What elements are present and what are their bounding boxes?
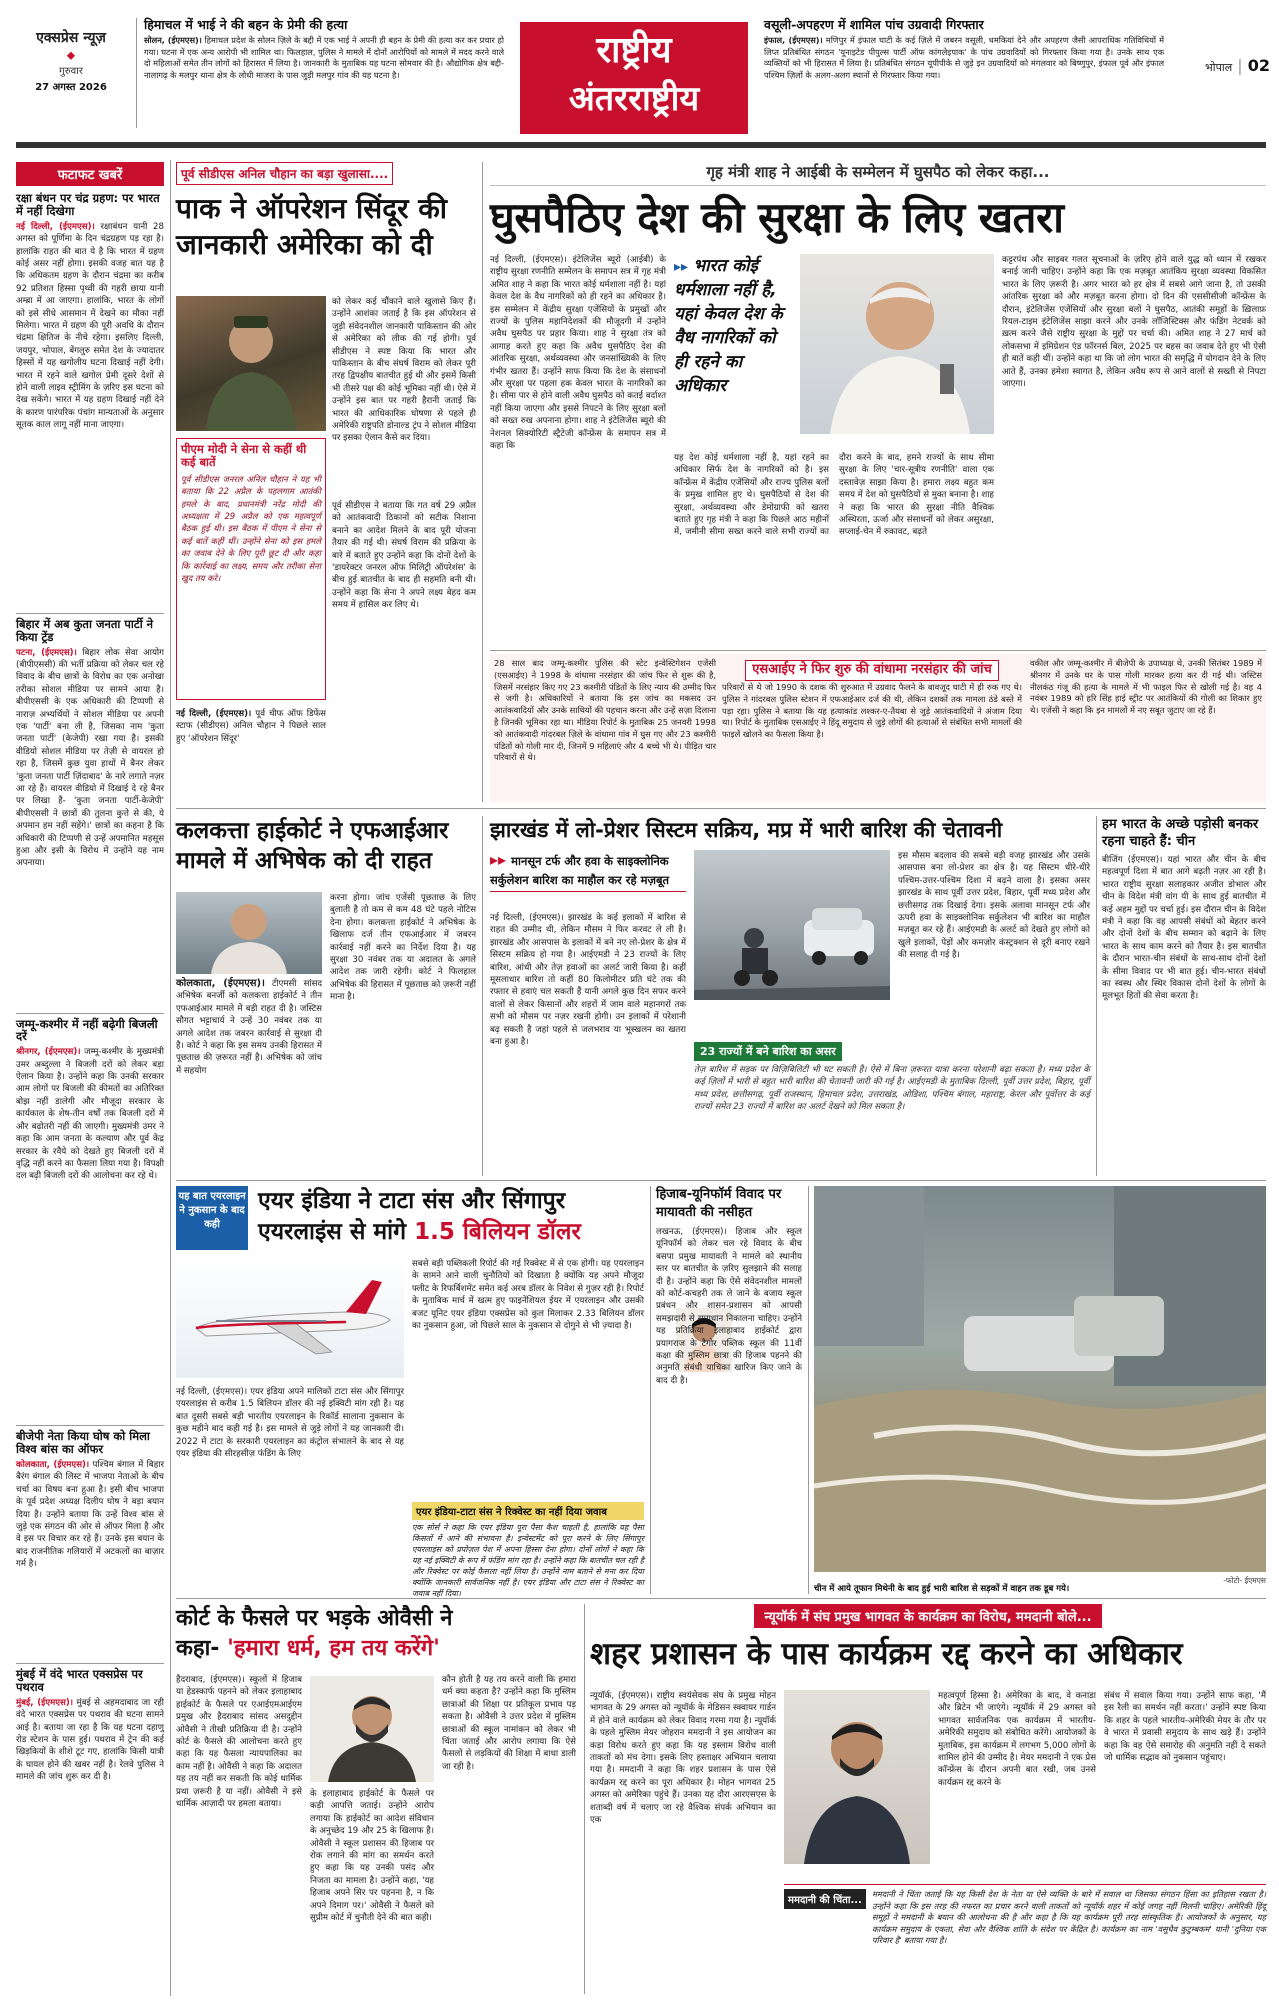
person-icon (800, 254, 994, 434)
owaisi-headline-line1: कोर्ट के फैसले पर भड़के ओवैसी ने (176, 1606, 453, 1631)
rain-headline: झारखंड में लो-प्रेशर सिस्टम सक्रिय, मप्र में भारी बारिश की चेतावनी (490, 818, 1003, 842)
rain-photo (694, 850, 890, 1000)
owaisi-body-mid: के इलाहाबाद हाईकोर्ट के फैसले पर कड़ी आपत्ति जताई। उन्होंने आरोप लगाया कि हाईकोर्ट का आदेश संविधान के अनुच्छेद 19 और 25 के खिलाफ है। ओवैसी ने स्कूल प्रशासन की हिजाब पर रोक लगाने की मांग का समर्थन करते हुए कहा कि यह उनकी पसंद और निजता का मामला है। उन्होंने कहा, 'यह हिजाब अपने सिर पर पहनना है, न कि अपने दिमाग पर।' ओवैसी ने फैसले को सुप्रीम कोर्ट में चुनौती देने की बात कही। (310, 1789, 434, 1924)
ny-kicker-row (590, 1604, 1266, 1628)
airindia-box-title: एयर इंडिया-टाटा संस ने रिक्वेस्ट का नहीं दिया जवाब (412, 1502, 644, 1520)
vandhama-mid: परिवारों से थे जो 1990 के दशक की शुरुआत में उग्रवाद फैलने के बावजूद घाटी में ही रुक गए थे। पुलिस ने गांदरबल पुलिस स्टेशन में एफआईआर दर्ज की थी, लेकिन दशकों तक मामला ठंडे बस्ते में पड़ा रहा। पुलिस ने बताया कि यह हत्याकांड लश्कर-ए-तैयबा से जुड़े आतंकवादियों ने अंजाम दिया था। रिपोर्ट के मुताबिक एसआईए ने हिंदू समुदाय से जुड़े लोगों की हत्याओं से संबंधित सभी मामलों की फाइलें खोलने का फैसला किया है। (722, 682, 1022, 740)
airindia-headline (258, 1186, 644, 1248)
chauhan-body-1: को लेकर कई चौंकाने वाले खुलासे किए हैं। उन्होंने आशंका जताई है कि इस ऑपरेशन से जुड़ी संवेदनशील जानकारी पाकिस्तान की ओर से अमेरिका को लीक की गई होगी। पूर्व सीडीएस ने स्पष्ट किया कि भारत और पाकिस्तान के बीच संघर्ष विराम को लेकर पूरी तरह द्विपक्षीय बातचीत हुई थी और इसमें किसी भी तीसरे पक्ष की कोई भूमिका नहीं थी। ऐसे में उन्होंने इस बात पर गहरी हैरानी जताई कि भारत की आधिकारिक घोषणा से पहले ही अमेरिकी राष्ट्रपति डोनाल्ड ट्रंप ने सोशल मीडिया पर इसका ऐलान कैसे कर दिया। (332, 297, 476, 444)
arrow-icon: ▸▸ (490, 850, 507, 869)
ny-box (784, 1884, 1266, 1992)
story-vandhama (490, 654, 1266, 802)
shah-kicker: गृह मंत्री शाह ने आईबी के सम्मेलन में घुसपैठ को लेकर कहा... (706, 163, 1050, 181)
airindia-tag: यह बात एयरलाइन ने नुकसान के बाद कही (176, 1186, 248, 1250)
chauhan-body-2: पूर्व सीडीएस ने बताया कि गत वर्ष 29 अप्रैल को आतंकवादी ठिकानों को सटीक निशाना बनाने का आदेश मिलने के बाद पूरी योजना तैयार की गई थी। संघर्ष विराम की प्रक्रिया के बारे में बताते हुए उन्होंने कहा कि दोनों देशों के 'डायरेक्टर जनरल ऑफ मिलिट्री ऑपरेशंस' के बीच हुई बातचीत के बाद ही सहमति बनी थी। उन्होंने कहा कि सेना ने अपने लक्ष्य बेहद कम समय में हासिल कर लिए थे। (332, 501, 476, 611)
hc-photo (176, 892, 322, 974)
left-news-item (16, 192, 164, 609)
flood-caption: चीन में आये तूफान मिथेनी के बाद हुई भारी बारिश से सड़कों में वाहन तक डूब गये। (814, 1584, 1070, 1594)
ny-headline: शहर प्रशासन के पास कार्यक्रम रद्द करने का अधिकार (590, 1636, 1183, 1672)
chauhan-headline: पाक ने ऑपरेशन सिंदूर की जानकारी अमेरिका को दी (176, 192, 448, 261)
airindia-headline-line1: एयर इंडिया ने टाटा संस और सिंगापुर (258, 1188, 566, 1214)
city-label: भोपाल (1205, 61, 1233, 74)
story-owaisi (176, 1604, 576, 1994)
hc-headline: कलकत्ता हाईकोर्ट ने एफआईआर मामले में अभिषेक को दी राहत (176, 818, 449, 874)
left-item-body: श्रीनगर, (ईएमएस)। जम्मू-कश्मीर के मुख्यमंत्री उमर अब्दुल्ला ने बिजली दरों को लेकर बड़ा ऐलान किया है। उन्होंने कहा कि उनकी सरकार आम लोगों पर बिजली की कीमतों का अतिरिक्त बोझ नहीं डालेगी और मौजूदा सरकार के कार्यकाल के शेष-तीन वर्षों तक बिजली दरों में और बढ़ोतरी नहीं की जाएगी। मुख्यमंत्री उमर ने कहा कि आम जनता के कल्याण और पूर्व केंद्र सरकार के रवैये को देखते हुए बिजली दरों में वृद्धि नहीं करने का फैसला लिया गया है। विपक्षी दल बढ़ी बिजली दरों की आलोचना कर रहे थे। (16, 1047, 164, 1182)
owaisi-photo (310, 1676, 434, 1782)
mamdani-photo (784, 1690, 930, 1864)
shah-photo (800, 254, 994, 434)
airindia-photo (176, 1258, 404, 1378)
owaisi-body-left: हैदराबाद, (ईएमएस)। स्कूलों में हिजाब या हेडस्कार्फ पहनने को लेकर इलाहाबाद हाईकोर्ट के फैसले पर एआईएमआईएम प्रमुख और हैदराबाद सांसद असदुद्दीन ओवैसी ने तीखी प्रतिक्रिया दी है। उन्होंने कोर्ट के फैसले की आलोचना करते हुए कहा कि यह फैसला न्यायपालिका का काम नहीं है। ओवैसी ने कहा कि अदालत यह तय नहीं कर सकती कि कोई धार्मिक प्रथा ज़रूरी है या नहीं। ओवैसी ने इसे धार्मिक आज़ादी पर हमला बताया। (176, 1675, 302, 1810)
section-international: अंतरराष्ट्रीय (568, 79, 700, 119)
chauhan-photo (176, 296, 326, 431)
date-label: 27 अगस्त 2026 (35, 82, 107, 93)
person-icon (176, 296, 326, 431)
hc-body-1: कोलकाता, (ईएमएस)। टीएमसी सांसद अभिषेक बनर्जी को कलकत्ता हाईकोर्ट ने तीन एफआईआर मामले में बड़ी राहत दी है। जस्टिस सौगत भट्टाचार्य ने उन्हें 30 नवंबर तक या अगले आदेश तक जबरन कार्रवाई से सुरक्षा दी है। कोर्ट ने कहा कि इस समय उनकी हिरासत में पूछताछ की ज़रूरत नहीं है। अभिषेक को जांच में सहयोग (176, 978, 323, 1076)
left-news-item (16, 1668, 164, 1877)
day-label: गुरुवार (59, 66, 83, 77)
left-item-title: बीजेपी नेता किया घोष को मिला विश्व बांस का ऑफर (16, 1429, 150, 1457)
chauhan-caption: नई दिल्ली, (ईएमएस)। पूर्व चीफ ऑफ डिफेंस स्टाफ (सीडीएस) अनिल चौहान ने पिछले साल हुए 'ऑपरेशन सिंदूर' (176, 709, 326, 744)
rain-alert-body: तेज़ बारिश में सड़क पर विज़िबिलिटी भी घट सकती है। ऐसे में बिना ज़रूरत यात्रा करना परेशानी बढ़ा सकता है। मध्य प्रदेश के कई ज़िलों में भारी से बहुत भारी बारिश की चेतावनी जारी की गई है। आईएमडी के मुताबिक दिल्ली, पूर्वी उत्तर प्रदेश, बिहार, पूर्वी मध्य प्रदेश, छत्तीसगढ़, पूर्वी राजस्थान, हिमाचल प्रदेश, उत्तराखंड, ओडिशा, पश्चिम बंगाल, महाराष्ट्र, केरल और पूर्वोत्तर के कई राज्यों समेत 23 राज्यों में बारिश का अलर्ट देखने को मिल सकता है। (694, 1065, 1090, 1113)
chauhan-kicker: पूर्व सीडीएस अनिल चौहान का बड़ा खुलासा.... (176, 162, 393, 185)
ny-body-mid: महत्वपूर्ण हिस्सा है। अमेरिका के बाद, वे कनाडा और ब्रिटेन भी जाएंगे। न्यूयॉर्क में 29 अगस्त को भागवत सार्वजनिक एक कार्यक्रम में भारतीय-अमेरिकी समुदाय को संबोधित करेंगे। आयोजकों के मुताबिक, इस कार्यक्रम में लगभग 5,000 लोगों के शामिल होने की उम्मीद है। मेयर ममदानी ने एक प्रेस कॉन्फ्रेंस के दौरान अपनी बात रखी, जब उनसे कार्यक्रम रद्द करने के (938, 1691, 1096, 1788)
vandhama-headline: एसआईए ने फिर शुरु की वांधामा नरसंहार की जांच (745, 660, 999, 681)
owaisi-body-right: कौन होती है यह तय करने वाली कि हमारा धर्म क्या कहता है? उन्होंने कहा कि मुस्लिम छात्राओं की शिक्षा पर प्रतिकूल प्रभाव पड़ सकता है। ओवैसी ने उत्तर प्रदेश में मुस्लिम छात्राओं की स्कूल नामांकन को लेकर भी चिंता जताई और आरोप लगाया कि ऐसे फैसलों से लड़कियों की शिक्षा में बाधा डाली जा रही है। (442, 1675, 576, 1772)
story-flood (814, 1186, 1266, 1594)
left-news-item (16, 1018, 164, 1422)
hc-body-2: करना होगा। जांच एजेंसी पूछताछ के लिए बुलाती है तो कम से कम 48 घंटे पहले नोटिस देना होगा। कलकत्ता हाईकोर्ट ने अभिषेक के खिलाफ दर्ज तीन एफआईआर में जबरन कार्रवाई नहीं करने का निर्देश दिया है। यह सुरक्षा 30 नवंबर तक या अदालत के अगले आदेश तक जारी रहेगी। कोर्ट ने फिलहाल अभिषेक की हिरासत में पूछताछ को ज़रूरी नहीं माना है। (330, 893, 476, 1003)
story-china (1102, 816, 1266, 1176)
left-brief-title: हिमाचल में भाई ने की बहन के प्रेमी की हत्या (144, 17, 348, 32)
story-hijab (656, 1186, 802, 1594)
story-hc (176, 816, 476, 1176)
ny-box-body: ममदानी ने चिंता जताई कि यह किसी देश के नेता या ऐसे व्यक्ति के बारे में सवाल था जिसका संगठन हिंसा का इतिहास रखता है। उन्होंने कहा कि इस तरह की नफरत का प्रचार करने वाली ताकतों को न्यूयॉर्क शहर में कोई जगह नहीं मिलनी चाहिए। अमेरिकी हिंदू समूहों ने ममदानी के बयान की आलोचना की है और कहा है कि यह कार्यक्रम पूरी तरह सांस्कृतिक है। आयोजकों के अनुसार, यह कार्यक्रम समुदाय के एकता, सेवा और वैश्विक शांति के संदेश पर केंद्रित है। कार्यक्रम का नाम 'वसुधैव कुटुम्बकम' यानी 'दुनिया एक परिवार है' बताया गया है। (872, 1889, 1266, 1946)
masthead (0, 0, 1279, 150)
vandhama-headline-box (722, 658, 1022, 681)
left-item-title: बिहार में अब कुता जनता पार्टी ने किया ट्रेंड (16, 616, 154, 644)
person-icon (784, 1690, 930, 1864)
left-item-body: कोलकाता, (ईएमएस)। पश्चिम बंगाल में बिहार बैरंग बंगाल की लिस्ट में भाजपा नेताओं के बीच चर्चा का विषय बना हुआ है। इसी बीच भाजपा के पूर्व प्रदेश अध्यक्ष दिलीप घोष ने बड़ा बयान दिया है। उन्होंने बताया कि उन्हें विश्व बांस से जुड़े एक संगठन की ओर से ऑफर मिला है और वे इस पर विचार कर रहे हैं। उनके इस बयान के बाद राजनीतिक गलियारों में अटकलों का बाज़ार गर्म है। (16, 1460, 164, 1570)
paper-title: एक्सप्रेस न्यूज़ (36, 30, 106, 46)
shah-headline: घुसपैठिए देश की सुरक्षा के लिए खतरा (490, 193, 1064, 242)
rain-body-right: इस मौसम बदलाव की सबसे बड़ी वजह झारखंड और उसके आसपास बना लो-प्रेशर का क्षेत्र है। यह सिस्टम धीरे-धीरे पश्चिम-उत्तर-पश्चिम दिशा में बढ़ने वाला है। इसका असर झारखंड के साथ पूर्वी उत्तर प्रदेश, बिहार, पूर्वी मध्य प्रदेश और छत्तीसगढ़ तक दिखाई देगा। इसके अलावा मानसून टर्फ और ऊपरी हवा के साइक्लोनिक सर्कुलेशन भी बारिश का माहौल मज़बूत कर रहे हैं। आईएमडी के अलर्ट को देखते हुए लोगों को खुले इलाकों, पेड़ों और कमज़ोर कंस्ट्रक्शन से दूरी बनाए रखने की सलाह दी गई है। (898, 851, 1090, 961)
airindia-box-body: एक सोर्स ने कहा कि एयर इंडिया पूरा पैसा कैश चाहती है, हालांकि यह पैसा किसतों में आने की संभावना है। इन्वेस्टमेंट को पूरा करने के लिए सिंगापुर एयरलाइंस को प्रपोज़ल पेश में अपना हिस्सा देना होगा। दोनों लोगों ने कहा कि यह नई इक्विटी के रूप में फंडिंग मांग रहा है। उन्होंने कहा कि बातचीत चल रही है और रिक्वेस्ट पर कोई फैसला नहीं लिया है। उन्होंने नाम बताने से मना कर दिया क्योंकि जानकारी सार्वजनिक नहीं है। एयर इंडिया और टाटा संस ने रिक्वेस्ट का जवाब नहीं दिया। (412, 1523, 644, 1598)
flood-caption-row (814, 1576, 1266, 1595)
left-column (16, 162, 164, 1992)
section-national: राष्ट्रीय (596, 30, 672, 71)
vandhama-right: वकील और जम्मू-कश्मीर में बीजेपी के उपाध्यक्ष थे, उनकी सितंबर 1989 में श्रीनगर में उनके घर के पास गोली मारकर हत्या कर दी गई थी। जस्टिस नीलकंठ गंजू की हत्या के मामले में भी फाइल फिर से खोली गई है। वह 4 नवंबर 1989 को हरि सिंह हाई स्ट्रीट पर आतंकियों की गोली का शिकार हुए थे। एजेंसी ने कहा कि इन मामलों में नए सबूत जुटाए जा रहे हैं। (1030, 658, 1262, 716)
airplane-icon (176, 1258, 404, 1378)
airindia-box (412, 1502, 644, 1598)
story-airindia (176, 1186, 644, 1598)
page-number: 02 (1247, 56, 1270, 75)
left-item-title: जम्मू-कश्मीर में नहीं बढ़ेगी बिजली दरें (16, 1016, 158, 1044)
story-rain (490, 816, 1090, 1176)
left-brief-body: सोलन, (ईएमएस)। हिमाचल प्रदेश के सोलन ज़िले के बद्दी में एक भाई ने अपनी ही बहन के प्रेमी की हत्या कर कर प्रचार हो गया। घटना में एक अन्य आरोपी भी शामिल था। फिलहाल, पुलिस ने मामले में दोनों आरोपियों को मामले में मदद करने वाले दो महिलाओं समेत तीन लोगों को हिरासत में लिया है। जानकारी के मुताबिक यह घटना सोमवार की है। औद्योगिक क्षेत्र बद्दी-नालागढ़ के मलपुर थाना क्षेत्र के लोधी माजरा के पास जुड़ी मलपुर गांव की यह घटना है। (144, 35, 504, 80)
owaisi-headline-line2: कहा- 'हमारा धर्म, हम तय करेंगे' (176, 1636, 440, 1661)
shah-body-left: नई दिल्ली, (ईएमएस)। इंटेलिजेंस ब्यूरो (आईबी) के राष्ट्रीय सुरक्षा रणनीति सम्मेलन के समापन सत्र में गृह मंत्री अमित शाह ने कहा कि भारत कोई धर्मशाला नहीं है। यहां केवल देश के वैध नागरिकों को ही रहने का अधिकार है। इस सम्मेलन में केंद्रीय सुरक्षा एजेंसियों के प्रमुखों और राज्यों के पुलिस महानिदेशकों की मौजूदगी में उन्होंने अवैध घुसपैठ पर प्रहार किया। शाह ने सुरक्षा तंत्र को आगाह करते हुए कहा कि अवैध घुसपैठिए देश की आंतरिक सुरक्षा, अर्थव्यवस्था और जनसांख्यिकी के लिए गंभीर खतरा हैं। उन्होंने साफ किया कि देश के संसाधनों और सुरक्षा पर पहला हक केवल भारत के नागरिकों का है। सीमा पार से होने वाली अवैध घुसपैठ को कतई बर्दाश्त नहीं किया जाएगा और इससे निपटने के लिए सुरक्षा बलों को सख्त रुख अपनाना होगा। शाह ने इंटेलिजेंस ब्यूरो की नेशनल सिक्योरिटी स्ट्रैटेजी कॉन्फ्रेंस के समापन सत्र में कहा कि (490, 255, 666, 452)
flood-scene-icon (814, 1186, 1266, 1572)
china-body: बीजिंग (ईएमएस)। यहां भारत और चीन के बीच महत्वपूर्ण दिशा में बात आगे बढ़ती नज़र आ रही है। भारत राष्ट्रीय सुरक्षा सलाहकार अजीत डोभाल और चीन के विदेश मंत्री वांग यी के साथ हुई बातचीत में कई अहम मुद्दों पर चर्चा हुई। इस दौरान चीन के विदेश मंत्री ने कहा कि वह आपसी संबंधों को बेहतर करने और दोनों देशों के बीच सम्मान को बढ़ाने के लिए भारत के साथ काम करने को तैयार है। इस बातचीत के दौरान भारत-चीन संबंधों के साथ-साथ दोनों देशों के सीमा विवाद पर भी बात हुई। चीन-भारत संबंधों का स्वस्थ और स्थिर विकास दोनों देशों के लोगों के मूलभूत हितों की सेवा करता है। (1102, 855, 1266, 1002)
story-ny (590, 1604, 1266, 1994)
shah-pull-quote (674, 254, 794, 444)
left-item-title: रक्षा बंधन पर चंद्र ग्रहण: पर भारत में नहीं दिखेगा (16, 191, 160, 218)
left-news-item (16, 1430, 164, 1659)
ny-body-left: न्यूयॉर्क, (ईएमएस)। राष्ट्रीय स्वयंसेवक संघ के प्रमुख मोहन भागवत के 29 अगस्त को न्यूयॉर्क के मेडिसन स्क्वायर गार्डन में होने वाले कार्यक्रम को लेकर विवाद गरमा गया है। न्यूयॉर्क के पहले मुस्लिम मेयर जोहरान ममदानी ने इस आयोजन का कड़ा विरोध करते हुए कहा कि यह इस्लाम विरोध वाली ताकतों को मंच देगा। इसके लिए हस्ताक्षर अभियान चलाया गया है। ममदानी ने कहा कि शहर प्रशासन के पास ऐसे कार्यक्रम रद्द करने का पूरा अधिकार है। मोहन भागवत 25 अगस्त को अमेरिका पहुंचे हैं। उनका यह दौरा आरएसएस के शताब्दी वर्ष में चलाए जा रहे वैश्विक संपर्क अभियान का एक (590, 1691, 776, 1826)
shah-kicker-row (490, 162, 1266, 186)
hijab-body: लखनऊ, (ईएमएस)। हिजाब और स्कूल यूनिफॉर्म को लेकर चल रहे विवाद के बीच बसपा प्रमुख मायावती ने मामले को स्थानीय स्तर पर बातचीत के ज़रिए सुलझाने की सलाह दी है। उन्होंने कहा कि ऐसे संवेदनशील मामलों को कोर्ट-कचहरी तक ले जाने के बजाय स्कूल प्रबंधन और शासन-प्रशासन को आपसी समझदारी से समाधान निकालना चाहिए। उन्होंने यह प्रतिक्रिया इलाहाबाद हाईकोर्ट द्वारा प्रयागराज के टैगोर पब्लिक स्कूल की 11वीं कक्षा की मुस्लिम छात्रा की हिजाब पहनने की अनुमति संबंधी याचिका खारिज किए जाने के बाद दी है। (656, 1227, 802, 1386)
masthead-underline (16, 142, 1266, 148)
right-brief-body: इंफाल, (ईएमएस)। मणिपुर में इंफाल घाटी के कई ज़िले में जबरन वसूली, धमकियां देने और अपहरण जैसी आपराधिक गतिविधियों में लिप्त प्रतिबंधित संगठन 'यूनाइटेड पीपुल्स पार्टी ऑफ कांगलेइपाक' के पांच उग्रवादियों को गिरफ्तार किया गया है। उनके साथ एक व्यक्तियों को भी हिरासत में लिया है। प्रतिबंधित संगठन यूपीपीके से जुड़े इन उग्रवादियों को मंगलवार को बिष्णुपुर, इंफाल पूर्व और इंफाल पश्चिम ज़िलों के अलग-अलग स्थानों से गिरफ्तार किया गया। (764, 35, 1165, 80)
flood-credit: -फोटो- ईएमएस (1223, 1576, 1266, 1585)
masthead-right-brief (764, 18, 1164, 115)
chauhan-sidebox (176, 438, 326, 700)
paper-name (16, 28, 126, 93)
right-brief-title: वसूली-अपहरण में शामिल पांच उग्रवादी गिरफ्तार (764, 17, 984, 32)
airindia-caption: नई दिल्ली, (ईएमएस)। एयर इंडिया अपने मालिकों टाटा संस और सिंगापुर एयरलाइंस से करीब 1.5 बिलियन डॉलर की नई इक्विटी मांग रही है। यह बात दूसरी सबसे बड़ी भारतीय एयरलाइन के रिकॉर्ड सालाना नुकसान के कुछ महीने बाद कही गई है। इस मामले से जुड़े लोगों ने यह जानकारी दी। 2022 में टाटा के सरकारी एयरलाइन का कंट्रोल संभालने के बाद से यह एयर इंडिया की सीरहसीज़ फंडिंग के लिए (176, 1387, 404, 1460)
quick-news-label: फटाफट खबरें (16, 162, 164, 186)
page-info: भोपाल | 02 (1205, 56, 1270, 75)
airindia-body-right: सबसे बड़ी पब्लिकली रिपोर्ट की गई रिक्वेस्ट में से एक होगी। यह एयरलाइन के सामने आने वाली चुनौतियों को दिखाता है क्योंकि यह अपने मौजूदा फ्लीट के रिफर्बिशमेंट समेत कई अरब डॉलर के निवेश से गुज़र रही है। रिपोर्ट के मुताबिक मार्च में खत्म हुए फाइनेंशियल ईयर में एयरलाइन और उसकी बजट यूनिट एयर इंडिया एक्सप्रेस को कुल मिलाकर 2.33 बिलियन डॉलर का नुकसान हुआ, जो पिछले साल के नुकसान से दोगुने से भी ज़्यादा है। (412, 1259, 644, 1332)
rain-subhead: मानसून टर्फ और हवा के साइक्लोनिक सर्कुलेशन बारिश का माहौल कर रहे मज़बूत (490, 854, 670, 887)
left-item-body: पटना, (ईएमएस)। बिहार लोक सेवा आयोग (बीपीएससी) की भर्ती प्रक्रिया को लेकर चल रहे विवाद के बीच छात्रों के विरोध का एक अनोखा तरीका सोशल मीडिया पर सामने आया है। बीपीएससी के एक अधिकारी की टिप्पणी से नाराज़ अभ्यर्थियों ने सोशल मीडिया पर अपनी एक 'पार्टी' बना ली है, जिसका नाम 'कुता जनता पार्टी' (केजेपी) रखा गया है। इसकी वीडियो सोशल मीडिया पर तेज़ी से वायरल हो रहा है, जिसमें कुछ युवा हाथों में बैनर लेकर 'कुता जनता पार्टी ज़िंदाबाद' के नारे लगाते नज़र आ रहे हैं। वायरल वीडियो में दिखाई दे रहे बैनर पर लिखा है- 'कुता जनता पार्टी-केजेपी' बीपीएससी ने छात्रों की तुलना कुत्ते से की, ये अपमान हम नहीं सहेंगे।' छात्रों का कहना है कि अधिकारी की टिप्पणी से उन्हें अपमानित महसूस हुआ और इसी के विरोध में उन्होंने यह नाम अपनाया। (16, 647, 164, 869)
person-icon (176, 892, 322, 974)
ny-body-right: संबंध में सवाल किया गया। उन्होंने साफ कहा, 'मैं इस रैली का समर्थन नहीं करता।' उन्होंने स्पष्ट किया कि शहर के पहले भारतीय-अमेरिकी मेयर के तौर पर वे भारत में प्रवासी समुदाय के साथ खड़े हैं। उन्होंने कहा कि वह ऐसे समारोह की अनुमति नहीं दे सकते जो धार्मिक सद्भाव को नुकसान पहुंचाए। (1104, 1691, 1266, 1764)
ny-box-title: ममदानी की चिंता... (784, 1889, 866, 1909)
rain-sub (490, 850, 686, 892)
sidebox-body: पूर्व सीडीएस जनरल अनिल चौहान ने यह भी बताया कि 22 अप्रैल के पहलगाम आतंकी हमले के बाद, प्रधानमंत्री नरेंद्र मोदी की अध्यक्षता में 29 अप्रैल को एक महत्वपूर्ण बैठक हुई थी। इस बैठक में पीएम ने सेना से कई बातें कहीं थीं। उन्होंने सेना को इस हमले का जवाब देने के लिए पूरी छूट दी और कहा कि कार्रवाई का लक्ष्य, समय और तरीका सेना खुद तय करे। (181, 473, 321, 583)
left-news-item (16, 618, 164, 1009)
section-banner (520, 22, 748, 134)
pull-quote-text: भारत कोई धर्मशाला नहीं है, यहां केवल देश के वैध नागरिकों को ही रहने का अधिकार (674, 256, 783, 396)
hijab-headline: हिजाब-यूनिफॉर्म विवाद पर मायावती की नसीहत (656, 1187, 782, 1220)
masthead-left-brief (144, 18, 504, 115)
traffic-rain-icon (694, 850, 890, 1000)
sidebox-title: पीएम मोदी ने सेना से कहीं थी कई बातें (181, 442, 307, 469)
story-chauhan (176, 162, 476, 802)
arrow-icon: ▸▸ (674, 259, 689, 275)
rain-body-left: नई दिल्ली, (ईएमएस)। झारखंड के कई इलाकों में बारिश से राहत की उम्मीद थी, लेकिन मौसम ने फिर करवट ले ली है। झारखंड और आसपास के इलाकों में बने नए लो-प्रेशर के क्षेत्र में सिस्टम सक्रिय हो गया है। आईएमडी ने 23 राज्यों के लिए बारिश, आंधी और तेज़ हवाओं का अलर्ट जारी किया है। कहीं मूसलाधार बारिश तो कहीं 80 किलोमीटर प्रति घंटे तक की रफ्तार से हवाएं चल सकती हैं यानी अगले कुछ दिन सफर करने वालों से लेकर किसानों और शहरों में जाम वाले महानगरों तक सभी को मौसम पर नज़र रखनी होगी। उन इलाकों में परेशानी बढ़ सकती है जहां पहले से जलभराव या भूस्खलन का खतरा बना हुआ है। (490, 913, 686, 1048)
rain-alert-label: 23 राज्यों में बने बारिश का असर (694, 1042, 842, 1061)
vandhama-left: 28 साल बाद जम्मू-कश्मीर पुलिस की स्टेट इन्वेस्टिगेशन एजेंसी (एसआईए) ने 1998 के वांधामा नरसंहार की जांच फिर से शुरू की है, जिसमें नरसंहार किए गए 23 कश्मीरी पंडितों के लिए न्याय की उम्मीद फिर से जगी है। अधिकारियों ने बताया कि इस जांच का मकसद उन आतंकवादियों और उनके साथियों की पहचान करना और उन्हें सज़ा दिलाना है जिनकी भूमिका रहा था। मीडिया रिपोर्ट के मुताबिक 25 जनवरी 1998 को आतंकवादी गांदरबल ज़िले के वांधामा गांव में घुस गए और 23 कश्मीरी पंडितों को गोली मार दी, जिनमें 9 महिलाएं और 4 बच्चे भी थे। पीड़ित चार परिवारों से थे। (494, 658, 716, 763)
flood-photo (814, 1186, 1266, 1572)
left-item-body: नई दिल्ली, (ईएमएस)। रक्षाबंधन यानी 28 अगस्त को पूर्णिमा के दिन चंद्रग्रहण पड़ रहा है। हालांकि राहत की बात ये है कि भारत में ग्रहण कोई असर नहीं होगा। इसकी वजह बात यह है कि अधिकतम ग्रहण के दौरान चंद्रमा का करीब 92 प्रतिशत हिस्सा पृथ्वी की गहरी छाया यानी अम्ब्रा में आ जाएगा। हालांकि, भारत के लोगों को इसे सीधे आसमान में देखने का मौका नहीं मिलेगा। भारत में ग्रहण की पूरी अवधि के दौरान चंद्रमा क्षितिज के नीचे रहेगा। इसलिए दिल्ली, जयपुर, भोपाल, बेंगलुरु समेत देश के ज्यादातर हिस्सों में यह खगोलीय घटना दिखाई नहीं देगी। भारत में रहने वाले खगोल प्रेमी दूसरे देशों से होने वाली लाइव स्ट्रीमिंग के ज़रिए इस घटना को देख सकेंगे। भारत में यह ग्रहण दिखाई नहीं देने के कारण पारंपरिक पंचांग मान्यताओं के अनुसार सूतक काल लागू नहीं माना जाएगा। (16, 221, 164, 431)
ornament-icon: ⬥ (66, 48, 76, 62)
story-shah (490, 162, 1266, 647)
airindia-headline-line2: एयरलाइंस से मांगे 1.5 बिलियन डॉलर (258, 1219, 581, 1245)
china-headline: हम भारत के अच्छे पड़ोसी बनकर रहना चाहते हैं: चीन (1102, 817, 1259, 849)
rain-alert (694, 1040, 1090, 1174)
person-icon (310, 1676, 434, 1782)
shah-body-mid: यह देश कोई धर्मशाला नहीं है, यहां रहने का अधिकार सिर्फ देश के नागरिकों को है। इस कॉन्फ्रेंस में केंद्रीय एजेंसियों और राज्य पुलिस बलों के प्रमुख शामिल हुए थे। घुसपैठियों से देश की सुरक्षा, अर्थव्यवस्था और डेमोग्राफी को खतरा बताते हुए गृह मंत्री ने कहा कि पिछले आठ महीनों में, जमीनी सीमा सख्त करने वाले सभी राज्यों का दौरा करने के बाद, हमने राज्यों के साथ सीमा सुरक्षा के लिए 'चार-सूत्रीय रणनीति' वाला एक दस्तावेज़ साझा किया है। हमारा लक्ष्य बहुत कम समय में देश को घुसपैठियों से मुक्त बनाना है। शाह ने कहा कि भारत की सुरक्षा नीति वैश्विक अस्थिरता, ऊर्जा और संसाधनों को लेकर असुरक्षा, सप्लाई-चेन में रुकावट, बढ़ते (674, 453, 994, 538)
shah-body-right: कट्टरपंथ और साइबर गलत सूचनाओं के ज़रिए होने वाले युद्ध को ध्यान में रखकर बनाई जानी चाहिए। उन्होंने कहा कि एक मज़बूत आतंकिय सुरक्षा व्यवस्था विकसित भारत के लिए ज़रूरी है। अगर भारत को हर क्षेत्र में सबसे आगे जाना है, तो उसकी आंतरिक सुरक्षा को और मज़बूत करना होगा। दो दिन की एससीसीजी कॉन्फ्रेंस के दौरान, इंटेलिजेंस एजेंसियों और सुरक्षा बलों ने घुसपैठ, आतंकी समूहों के ख़िलाफ़ रियल-टाइम इंटेलिजेंस साझा करने और उनके लॉजिस्टिक्स और फंडिंग नेटवर्क को ख़त्म करने जैसे राष्ट्रीय सुरक्षा के मुद्दों पर चर्चा की। अमित शाह ने 27 मार्च को लोकसभा में इमिग्रेशन एंड फॉरनर्स बिल, 2025 पर बहस का जवाब देते हुए भी ऐसी ही बातें कही थीं। उन्होंने कहा था कि जो लोग भारत की समृद्धि में योगदान देने के लिए आते हैं, उनका हमेशा स्वागत है, लेकिन अवैध रूप से आने वालों से सख्ती से निपटा जाएगा। (1002, 255, 1266, 390)
left-item-body: मुंबई, (ईएमएस)। मुंबई से अहमदाबाद जा रही वंदे भारत एक्सप्रेस पर पथराव की घटना सामने आई है। बताया जा रहा है कि यह घटना दहाणु रोड स्टेशन के पास हुई। पथराव में ट्रेन की कई खिड़कियों के शीशे टूट गए, हालांकि किसी यात्री के घायल होने की खबर नहीं है। रेलवे पुलिस ने मामले की जांच शुरू कर दी है। (16, 1697, 164, 1783)
ny-kicker: न्यूयॉर्क में संघ प्रमुख भागवत के कार्यक्रम का विरोध, ममदानी बोले... (754, 1604, 1101, 1628)
left-item-title: मुंबई में वंदे भारत एक्सप्रेस पर पथराव (16, 1667, 143, 1694)
